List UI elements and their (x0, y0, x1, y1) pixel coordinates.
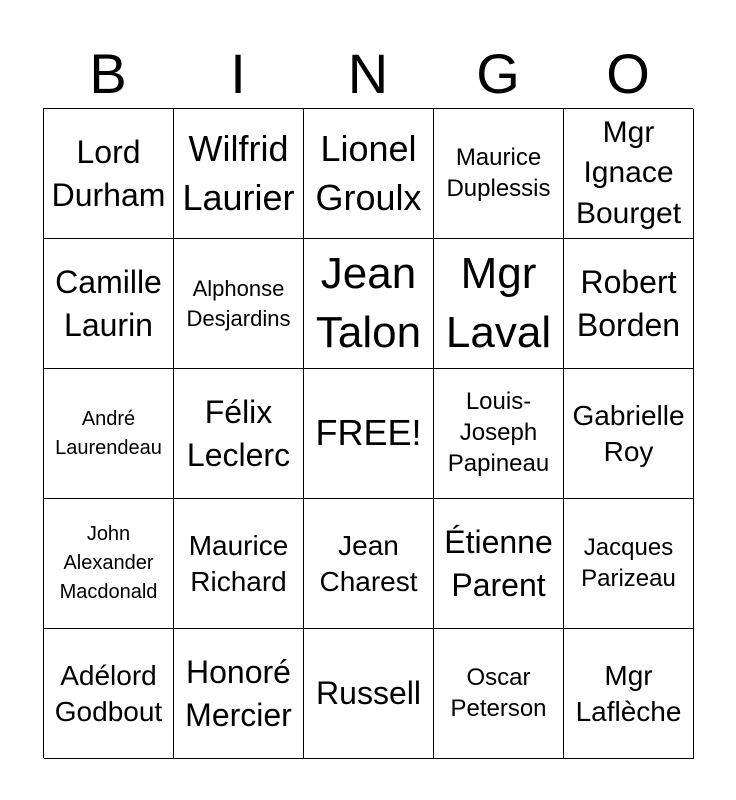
cell-label: Louis- Joseph Papineau (447, 388, 550, 477)
bingo-cell[interactable] (564, 109, 694, 239)
bingo-cell[interactable] (174, 629, 304, 759)
cell-label: Alphonse Desjardins (186, 276, 291, 331)
free-space-cell[interactable] (304, 369, 434, 499)
bingo-cell[interactable] (174, 369, 304, 499)
cell-label: Wilfrid Laurier (182, 127, 295, 218)
bingo-cell[interactable] (304, 109, 434, 239)
cell-label: Jacques Parizeau (581, 533, 676, 592)
bingo-cell[interactable] (434, 369, 564, 499)
bingo-cell[interactable] (564, 239, 694, 369)
cell-label: Gabrielle Roy (572, 399, 685, 467)
cell-label: Honoré Mercier (185, 654, 292, 733)
bingo-cell[interactable] (174, 239, 304, 369)
bingo-cell[interactable] (434, 499, 564, 629)
bingo-board (43, 108, 693, 758)
header-letter-n: N (347, 42, 389, 105)
header-letter-i: I (230, 42, 246, 105)
cell-label: Félix Leclerc (186, 394, 291, 473)
bingo-cell[interactable] (304, 629, 434, 759)
header-letter-b: B (89, 42, 127, 105)
bingo-cell[interactable] (564, 369, 694, 499)
bingo-cell[interactable] (44, 629, 174, 759)
bingo-cell[interactable] (44, 239, 174, 369)
bingo-cell[interactable] (304, 239, 434, 369)
cell-label: Étienne Parent (444, 524, 553, 603)
bingo-cell[interactable] (434, 629, 564, 759)
cell-label: Camille Laurin (55, 264, 162, 343)
cell-label: Maurice Duplessis (446, 143, 551, 202)
bingo-cell[interactable] (304, 499, 434, 629)
cell-label: Lionel Groulx (315, 127, 422, 218)
cell-label: Lord Durham (51, 134, 166, 213)
cell-label: Jean Talon (315, 249, 422, 357)
bingo-cell[interactable] (564, 499, 694, 629)
cell-label: Robert Borden (576, 264, 681, 343)
cell-label: Adélord Godbout (54, 659, 163, 727)
bingo-cell[interactable] (44, 499, 174, 629)
cell-label: Oscar Peterson (450, 663, 547, 722)
bingo-cell[interactable] (434, 109, 564, 239)
cell-label: Jean Charest (319, 529, 418, 597)
cell-label: André Laurendeau (55, 407, 162, 459)
cell-label: Maurice Richard (188, 529, 289, 597)
bingo-cell[interactable] (44, 109, 174, 239)
cell-label: Mgr Ignace Bourget (575, 116, 682, 230)
free-space-label: FREE! (315, 412, 422, 454)
bingo-cell[interactable] (174, 499, 304, 629)
header-letter-g: G (476, 42, 520, 105)
bingo-cell[interactable] (564, 629, 694, 759)
bingo-cell[interactable] (44, 369, 174, 499)
cell-label: John Alexander Macdonald (59, 523, 158, 603)
header-letter-o: O (606, 42, 650, 105)
bingo-cell[interactable] (434, 239, 564, 369)
bingo-cell[interactable] (174, 109, 304, 239)
bingo-header (43, 40, 693, 108)
cell-label: Mgr Laflèche (575, 659, 682, 727)
cell-label: Mgr Laval (445, 249, 552, 357)
cell-label: Russell (316, 675, 421, 712)
